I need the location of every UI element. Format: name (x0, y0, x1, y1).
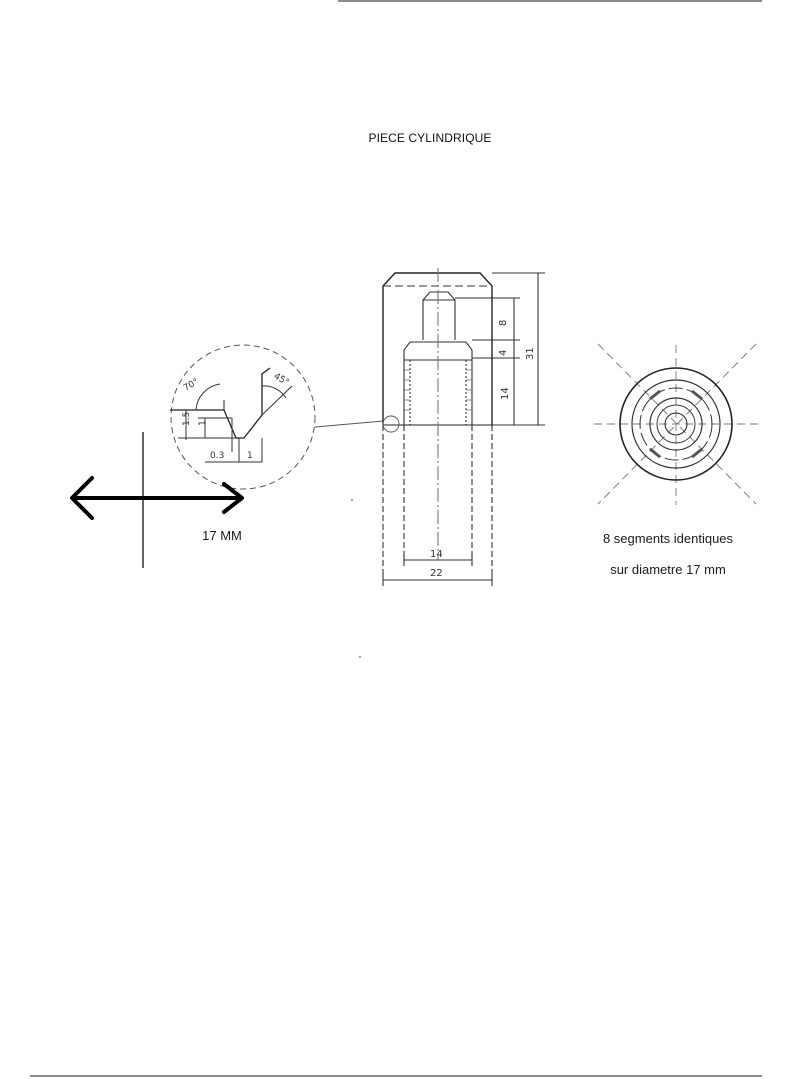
detail-leader (315, 421, 384, 427)
dim-8: 8 (498, 319, 509, 326)
thread-profile (170, 368, 270, 438)
end-view (594, 344, 762, 505)
caption-line-1: 8 segments identiques (602, 531, 734, 546)
cylinder-section (383, 268, 545, 586)
dim-22: 22 (430, 568, 443, 579)
detail-label-70: 70° (181, 377, 201, 394)
dim-4: 4 (498, 349, 509, 356)
dim-14-width: 14 (430, 549, 443, 560)
dim-14-vertical: 14 (500, 387, 511, 400)
detail-label-1-5: 1.5 (182, 411, 192, 426)
caption-line-2: sur diametre 17 mm (610, 562, 726, 577)
drawing-title: PIECE CYLINDRIQUE (368, 131, 492, 145)
dim-31: 31 (525, 347, 536, 360)
detail-label-45: 45° (271, 371, 291, 389)
detail-label-0-3: 0.3 (210, 451, 225, 461)
thread-detail (170, 345, 384, 489)
detail-label-1: 1 (198, 420, 208, 426)
detail-label-1b: 1 (247, 451, 253, 461)
detail-circle (171, 345, 315, 489)
arrow-label: 17 MM (202, 528, 242, 543)
